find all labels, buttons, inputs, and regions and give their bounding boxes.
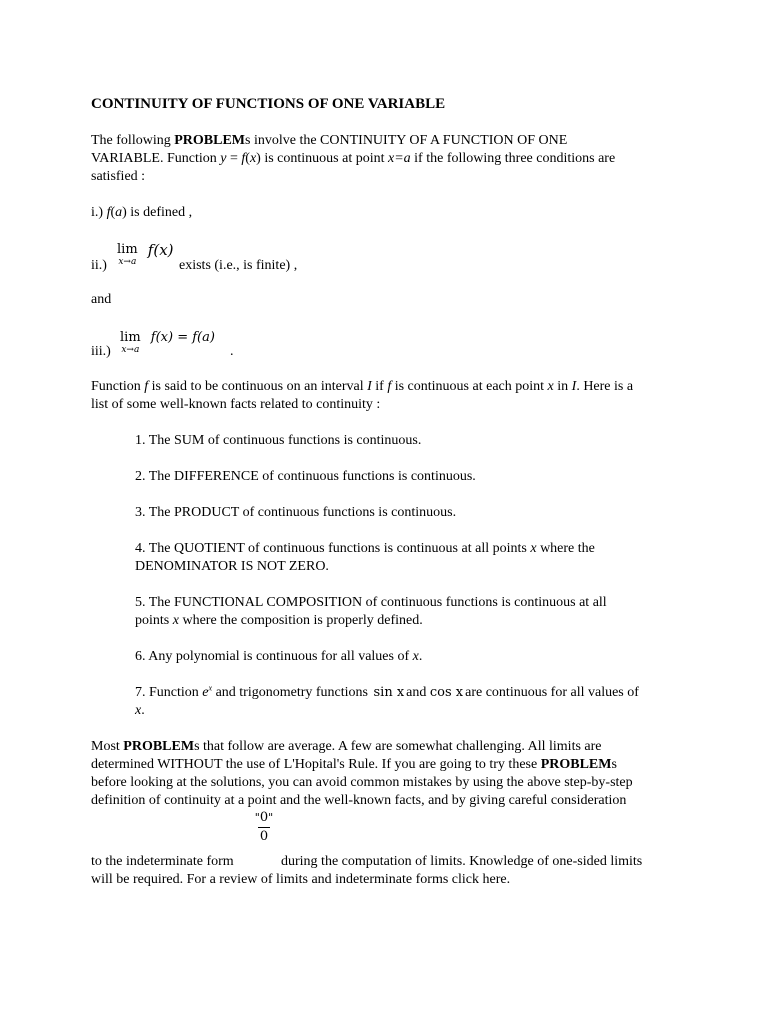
var-e: e (202, 685, 209, 700)
intro-text: The following (91, 133, 175, 148)
sin-function: sin x (373, 685, 405, 700)
var-i: I (367, 379, 372, 394)
condition-3-text: . (230, 344, 234, 359)
condition-label: i.) (91, 205, 107, 220)
interval-text: Function (91, 379, 145, 394)
condition-2-label: ii.) (91, 258, 107, 273)
condition-1 (91, 204, 192, 222)
fact-text: and trigonometry functions (212, 685, 372, 700)
interval-line-2: list of some well-known facts related to continuity : (91, 397, 381, 412)
fraction-denominator: 0 (259, 829, 269, 844)
page-title: CONTINUITY OF FUNCTIONS OF ONE VARIABLE (91, 96, 446, 112)
exponent-x: x (208, 683, 213, 693)
quote-close: " (268, 811, 274, 824)
condition-3-label: iii.) (91, 344, 111, 359)
limit-expression: f(x) (147, 241, 174, 259)
indeterminate-fraction (249, 811, 279, 844)
fact-6 (135, 648, 422, 666)
fact-3: 3. The PRODUCT of continuous functions is continuous. (135, 505, 457, 520)
fraction-bar (258, 827, 270, 828)
intro-text: ) (256, 151, 261, 166)
var-x: x (412, 649, 419, 664)
interval-text: is said to be continuous on an interval (148, 379, 368, 394)
var-f: f (241, 151, 246, 166)
var-x: x (547, 379, 554, 394)
var-x: x (172, 613, 179, 628)
quote-open: " (254, 811, 260, 824)
fact-text: . (141, 703, 145, 718)
intro-text: s involve the CONTINUITY OF A FUNCTION OF ONE (245, 133, 568, 148)
intro-line-2 (91, 150, 615, 168)
fact-text: and (406, 685, 430, 700)
var-x: x (530, 541, 537, 556)
outro-line-3: before looking at the solutions, you can avoid common mistakes by using the above step-by-step (91, 775, 633, 790)
fact-text: 4. The QUOTIENT of continuous functions is continuous at all points (135, 541, 531, 556)
cos-function: cos x (429, 685, 464, 700)
var-f: f (144, 379, 149, 394)
fact-5-line-2 (135, 612, 423, 630)
interval-text: is continuous at each point (391, 379, 548, 394)
var-x: x (249, 151, 257, 166)
fact-text: . (418, 649, 423, 664)
outro-line-1 (91, 738, 602, 756)
fact-7-line-1 (135, 684, 639, 702)
limit-expression: f(x) = f(a) (150, 330, 215, 345)
outro-line-2 (91, 756, 617, 774)
fact-1: 1. The SUM of continuous functions is continuous. (135, 433, 422, 448)
fact-5-line-1: 5. The FUNCTIONAL COMPOSITION of continuous functions is continuous at all (135, 595, 607, 610)
fact-2: 2. The DIFFERENCE of continuous functions is continuous. (135, 469, 476, 484)
interval-text: if (371, 379, 388, 394)
intro-text: if the following three conditions are (410, 151, 616, 166)
limit-operator (117, 241, 138, 267)
outro-line-5b: during the computation of limits. Knowledge of one-sided limits (281, 854, 643, 869)
var-x-eq-a: x=a (388, 151, 411, 166)
condition-2-text: exists (i.e., is finite) , (179, 258, 298, 273)
problem-keyword: PROBLEM (540, 757, 612, 772)
condition-3-formula (120, 329, 215, 355)
limit-operator (120, 329, 141, 355)
fact-7-line-2 (135, 702, 145, 720)
fraction-numerator: 0 (259, 810, 269, 825)
outro-line-5a: to the indeterminate form (91, 854, 234, 869)
fact-text: are continuous for all values of (465, 685, 639, 700)
condition-2-formula (117, 241, 174, 267)
problem-keyword: PROBLEM (174, 133, 245, 148)
fact-text: where the composition is properly defined. (178, 613, 423, 628)
fraction-numerator-row (249, 811, 279, 825)
var-f: f (106, 205, 111, 220)
lim-subscript: x→a (118, 257, 137, 267)
fact-text: 7. Function (135, 685, 203, 700)
outro-text: s that follow are average. A few are somewhat challenging. All limits are (194, 739, 602, 754)
var-a: a (115, 205, 123, 220)
lim-word: lim (117, 242, 138, 257)
fact-text: points (135, 613, 173, 628)
intro-line-3: satisfied : (91, 169, 146, 184)
paren: ( (110, 205, 116, 220)
var-y: y (220, 151, 227, 166)
interval-text: in (553, 379, 572, 394)
outro-line-4: definition of continuity at a point and the well-known facts, and by giving careful consideration (91, 793, 627, 808)
interval-text: . Here is a (576, 379, 634, 394)
var-f: f (387, 379, 392, 394)
intro-text: is continuous at point (260, 151, 388, 166)
lim-subscript: x→a (121, 345, 140, 355)
intro-text: VARIABLE. Function (91, 151, 221, 166)
lim-word: lim (120, 330, 141, 345)
intro-text: ( (245, 151, 250, 166)
intro-line-1 (91, 132, 567, 150)
var-x: x (135, 703, 142, 718)
paren: ) (122, 205, 127, 220)
outro-text: determined WITHOUT the use of L'Hopital's Rule. If you are going to try these (91, 757, 541, 772)
outro-text: s (611, 757, 617, 772)
outro-text: Most (91, 739, 124, 754)
condition-text: is defined , (126, 205, 193, 220)
outro-line-6: will be required. For a review of limits and indeterminate forms click here. (91, 872, 511, 887)
fact-text: 6. Any polynomial is continuous for all values of (135, 649, 413, 664)
intro-text: = (226, 151, 242, 166)
fact-4-line-2: DENOMINATOR IS NOT ZERO. (135, 559, 329, 574)
problem-keyword: PROBLEM (123, 739, 195, 754)
and-text: and (91, 292, 112, 307)
var-i: I (571, 379, 577, 394)
fact-text: where the (536, 541, 595, 556)
interval-line-1 (91, 378, 633, 396)
fact-4-line-1 (135, 540, 595, 558)
